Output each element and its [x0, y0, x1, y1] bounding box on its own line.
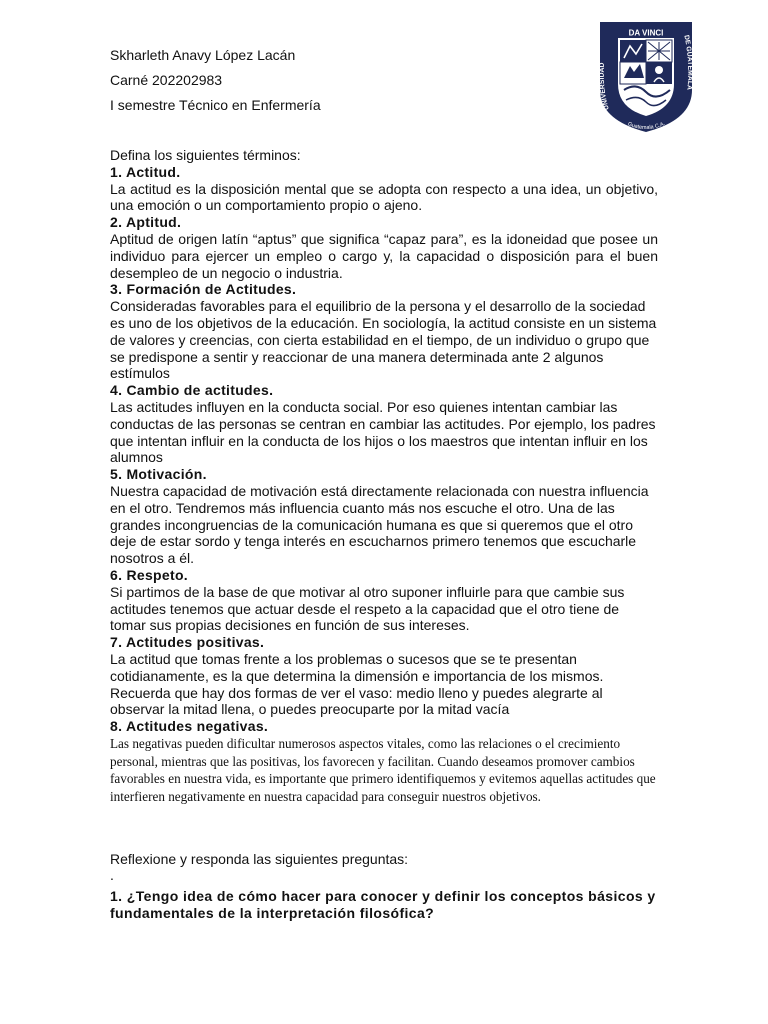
reflection-question: [110, 888, 670, 922]
term-respeto: [110, 567, 658, 634]
student-header: [110, 43, 321, 118]
seal-top-text: DA VINCI: [628, 28, 664, 38]
term-formacion-actitudes: [110, 281, 658, 382]
term-title: 1. Actitud.: [110, 163, 181, 180]
term-title: 6. Respeto.: [110, 566, 188, 583]
document-body: [110, 147, 658, 806]
term-actitudes-negativas: [110, 718, 658, 806]
term-title: 3. Formación de Actitudes.: [110, 281, 297, 298]
term-title: 7. Actitudes positivas.: [110, 634, 265, 651]
term-body: Las actitudes influyen en la conducta social. Por eso quienes intentan cambiar las conductas de las personas se centran en cambiar las actitudes. Por ejemplo, los padres que intentan influir en la conducta de los hijos o los maestros que intentan influir en los alumnos: [110, 398, 656, 466]
intro-text: Defina los siguientes términos:: [110, 147, 301, 163]
question-line: 1. ¿Tengo idea de cómo hacer para conocer y definir los conceptos básicos y: [110, 888, 656, 904]
term-body: Aptitud de origen latín “aptus” que significa “capaz para”, es la idoneidad que posee un individuo para ejercer un empleo o cargo y, la capacidad o disposición para el buen desempleo de un negocio o industria.: [110, 230, 658, 281]
student-name: Skharleth Anavy López Lacán: [110, 47, 296, 63]
term-actitudes-positivas: [110, 634, 658, 718]
term-body: Consideradas favorables para el equilibrio de la persona y el desarrollo de la sociedad es uno de los objetivos de la educación. En sociología, la actitud consiste en un sistema de valores y creencias, con cierta estabilidad en el tiempo, de un individuo o grupo que se predispone a sentir y reaccionar de una manera determinada ante 2 algunos estímulos: [110, 298, 657, 382]
term-title: 8. Actitudes negativas.: [110, 718, 269, 735]
term-title: 5. Motivación.: [110, 466, 207, 483]
term-body: La actitud que tomas frente a los problemas o sucesos que se te presentan cotidianamente, es la que determina la dimensión e importancia de los mismos. Recuerda que hay dos formas de ver el vaso: medio lleno y puedes alegrarte al observar la mitad llena, o puedes preocuparte por la mitad vacía: [110, 650, 604, 718]
term-body: La actitud es la disposición mental que se adopta con respecto a una idea, un objetivo, una emoción o un comportamiento propio o ajeno.: [110, 180, 658, 214]
term-actitud: [110, 164, 658, 214]
student-semester: I semestre Técnico en Enfermería: [110, 97, 321, 113]
term-body: Nuestra capacidad de motivación está directamente relacionada con nuestra influencia en el otro. Tendremos más influencia cuanto más nos escuche el otro. Una de las grandes incongruencias de la comunicación humana es que si queremos que el otro deje de estar sordo y tenga interés en escucharnos primero tenemos que escucharle nosotros a él.: [110, 482, 649, 567]
seal-bottom-text: Guatemala C.A.: [626, 120, 667, 132]
term-title: 2. Aptitud.: [110, 214, 182, 231]
reflection-title: Reflexione y responda las siguientes preguntas:: [110, 851, 409, 867]
term-aptitud: [110, 214, 658, 281]
term-title: 4. Cambio de actitudes.: [110, 382, 274, 399]
term-body: Las negativas pueden dificultar numerosos aspectos vitales, como las relaciones o el crecimiento personal, mientras que las positivas, los favorecen y facilitan. Cuando deseamos promover cambios favorables en nuestra vida, es importante que primero identifiquemos y evitemos aquellas actitudes que interfieren negativamente en nuestra capacidad para conseguir nuestros objetivos.: [110, 735, 656, 805]
reflection-dot: .: [110, 867, 114, 883]
term-motivacion: [110, 466, 658, 567]
question-line: fundamentales de la interpretación filosófica?: [110, 905, 435, 921]
seal-left-text: UNIVERSIDAD: [598, 62, 611, 111]
term-cambio-actitudes: [110, 382, 658, 466]
term-body: Si partimos de la base de que motivar al otro suponer influirle para que cambie sus actitudes tenemos que actuar desde el respeto a la capacidad que el otro tiene de tomar sus propias decisiones en función de sus intereses.: [110, 583, 625, 634]
reflection-section: [110, 851, 670, 922]
student-carne: Carné 202202983: [110, 72, 223, 88]
seal-right-text: DE GUATEMALA: [682, 34, 694, 91]
university-seal-icon: [596, 20, 696, 134]
